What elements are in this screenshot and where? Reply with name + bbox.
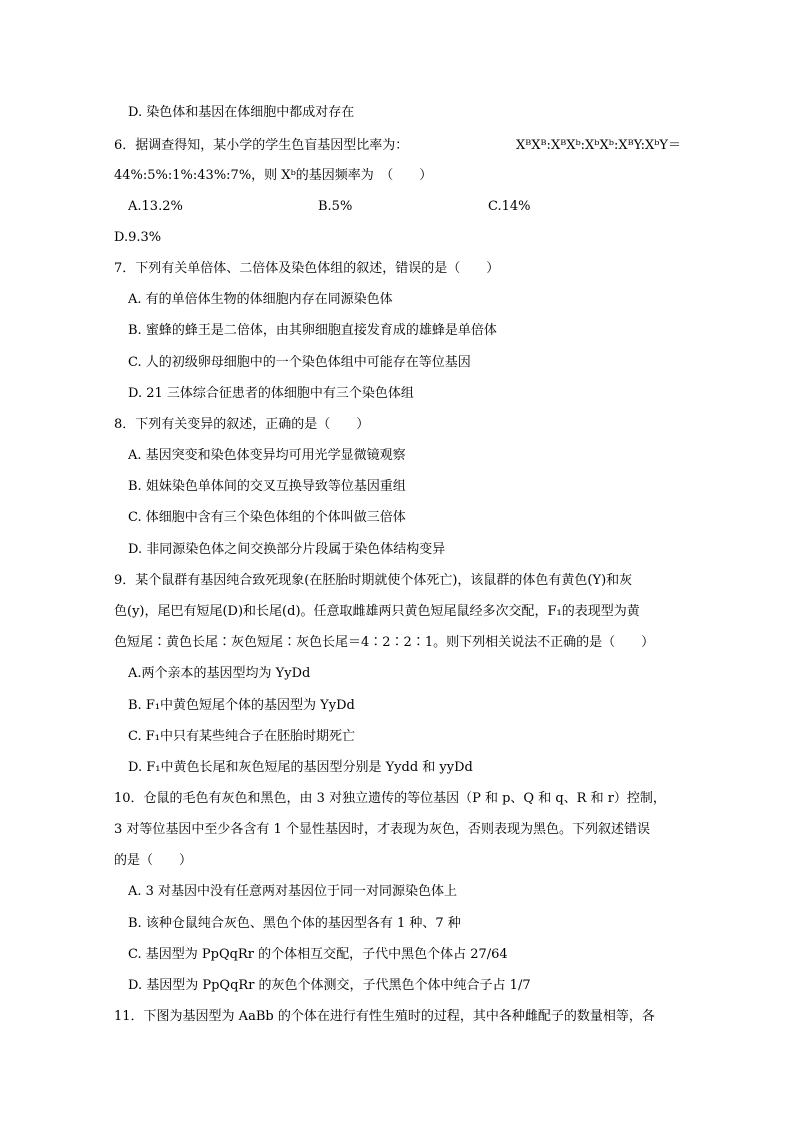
q6-option-c: C.14% [488, 199, 531, 214]
q10-option-a: A. 3 对基因中没有任意两对基因位于同一对同源染色体上 [128, 884, 458, 899]
q6-stem-text: 6．据调查得知，某小学的学生色盲基因型比率为： [114, 138, 409, 153]
q10-stem-line1: 10．仓鼠的毛色有灰色和黑色，由 3 对独立遗传的等位基因（P 和 p、Q 和 q、R 和 r）控制， [114, 791, 666, 806]
q11-stem-line1: 11．下图为基因型为 AaBb 的个体在进行有性生殖时的过程，其中各种雌配子的数量相等，各 [114, 1009, 655, 1024]
q9-stem-line3: 色短尾∶黄色长尾∶灰色短尾∶灰色长尾＝4∶2∶2∶1。则下列相关说法不正确的是（ ） [114, 635, 655, 650]
q5-option-d: D. 染色体和基因在体细胞中都成对存在 [128, 105, 355, 120]
q8-option-d: D. 非同源染色体之间交换部分片段属于染色体结构变异 [128, 542, 446, 557]
q8-option-a: A. 基因突变和染色体变异均可用光学显微镜观察 [128, 448, 406, 463]
q9-option-c: C. F₁中只有某些纯合子在胚胎时期死亡 [128, 729, 355, 744]
q7-option-a: A. 有的单倍体生物的体细胞内存在同源染色体 [128, 292, 393, 307]
q6-option-d: D.9.3% [114, 230, 162, 245]
q7-option-d: D. 21 三体综合征患者的体细胞中有三个染色体组 [128, 386, 414, 401]
q7-option-c: C. 人的初级卵母细胞中的一个染色体组中可能存在等位基因 [128, 355, 471, 370]
q8-option-b: B. 姐妹染色单体间的交叉互换导致等位基因重组 [128, 479, 406, 494]
q8-stem: 8．下列有关变异的叙述，正确的是（ ） [114, 417, 370, 432]
q9-stem-line1: 9．某个鼠群有基因纯合致死现象(在胚胎时期就使个体死亡)，该鼠群的体色有黄色(Y)和灰 [114, 573, 633, 588]
q10-option-c: C. 基因型为 PpQqRr 的个体相互交配，子代中黑色个体占 27/64 [128, 947, 508, 962]
q7-option-b: B. 蜜蜂的蜂王是二倍体，由其卵细胞直接发育成的雄蜂是单倍体 [128, 323, 497, 338]
q10-option-b: B. 该种仓鼠纯合灰色、黑色个体的基因型各有 1 种、7 种 [128, 916, 461, 931]
q7-stem: 7．下列有关单倍体、二倍体及染色体组的叙述，错误的是（ ） [114, 261, 500, 276]
q9-option-a: A.两个亲本的基因型均为 YyDd [128, 666, 311, 681]
q6-option-a: A.13.2% [128, 199, 183, 214]
q6-stem-line1 [114, 136, 681, 156]
q10-stem-line2: 3 对等位基因中至少各含有 1 个显性基因时，才表现为灰色，否则表现为黑色。下列叙述错误 [114, 822, 650, 837]
q10-stem-line3: 的是（ ） [114, 853, 193, 868]
q10-option-d: D. 基因型为 PpQqRr 的灰色个体测交，子代黑色个体中纯合子占 1/7 [128, 978, 531, 993]
q6-option-b: B.5% [318, 199, 353, 214]
q8-option-c: C. 体细胞中含有三个染色体组的个体叫做三倍体 [128, 510, 406, 525]
q9-stem-line2: 色(y)，尾巴有短尾(D)和长尾(d)。任意取雌雄两只黄色短尾鼠经多次交配，F₁的表现型为黄 [114, 604, 640, 619]
q6-stem-line2: 44%:5%:1%:43%:7%，则 Xᵇ的基因频率为 （ ） [114, 168, 433, 183]
q6-genotype-ratio: XᴮXᴮ:XᴮXᵇ:XᵇXᵇ:XᴮY:XᵇY＝ [516, 138, 681, 153]
q9-option-b: B. F₁中黄色短尾个体的基因型为 YyDd [128, 698, 355, 713]
q9-option-d: D. F₁中黄色长尾和灰色短尾的基因型分别是 Yydd 和 yyDd [128, 760, 473, 775]
